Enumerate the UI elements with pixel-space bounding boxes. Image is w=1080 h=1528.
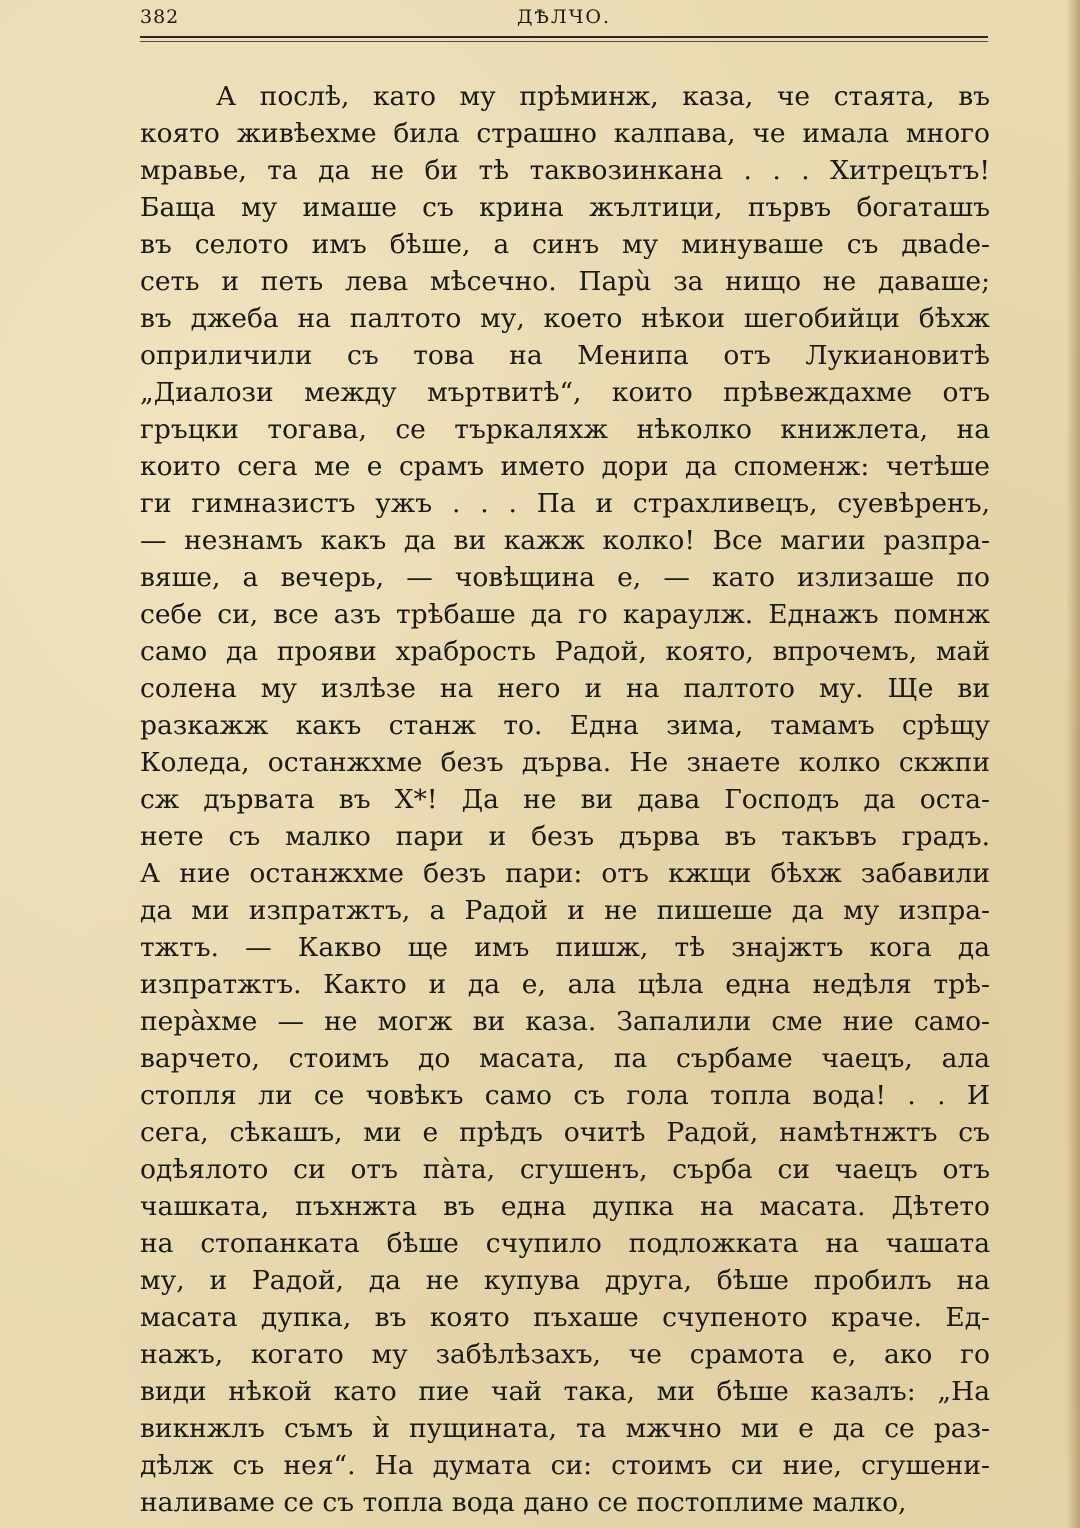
running-head	[140, 2, 988, 32]
body-text	[140, 78, 990, 1521]
text-line: масата дупка, въ която пъхаше счупеното краче. Ед-	[140, 1302, 990, 1333]
text-line: А послѣ, като му прѣминж, каза, че стаята, въ	[216, 81, 990, 112]
text-line: Баща му имаше съ крина жълтици, първъ богаташъ	[140, 192, 990, 223]
text-line: която живѣехме била страшно калпава, че имала много	[140, 118, 990, 149]
text-line: изпратжтъ. Както и да е, ала цѣла една недѣля трѣ-	[140, 969, 990, 1000]
text-line: въ селото имъ бѣше, а синъ му минуваше съ двade-	[140, 229, 990, 260]
text-line: които сега ме е срамъ името дори да споменж: четѣше	[140, 451, 990, 482]
text-line: А ние останжхме безъ пари: отъ кжщи бѣхж забавили	[140, 858, 990, 889]
text-line: на стопанката бѣше счупило подложката на чашата	[140, 1228, 990, 1259]
header-rule-thin	[140, 41, 988, 42]
text-line: сж дървата въ Х*! Да не ви дава Господъ да оста-	[140, 784, 990, 815]
header-rule	[140, 36, 988, 38]
text-line: оприличили съ това на Менипа отъ Лукиановитѣ	[140, 340, 990, 371]
journal-title: ДѢЛЧО.	[516, 6, 612, 28]
text-line: солена му излѣзе на него и на палтото му. Ще ви	[140, 673, 990, 704]
text-line: сеть и петь лева мѣсечно. Парù за нищо не даваше;	[140, 266, 990, 297]
text-line: да ми изпратжтъ, а Радой и не пишеше да му изпра-	[140, 895, 990, 926]
text-line: стопля ли се човѣкъ само съ гола топла вода! . . И	[140, 1080, 990, 1111]
page-number: 382	[140, 6, 180, 28]
text-line: нажъ, когато му забѣлѣзахъ, че срамота е, ако го	[140, 1339, 990, 1370]
text-line: разкажж какъ станж то. Една зима, тамамъ срѣщу	[140, 710, 990, 741]
text-line: викнжлъ съмъ ѝ пущината, та мжчно ми е да се раз-	[140, 1413, 990, 1444]
page-edge-shadow	[1066, 0, 1080, 1528]
text-line: нете съ малко пари и безъ дърва въ такъвъ градъ.	[140, 821, 990, 852]
text-line: въ джеба на палтото му, което нѣкои шегобийци бѣхж	[140, 303, 990, 334]
text-line: гръцки тогава, се търкаляхж нѣколко книжлета, на	[140, 414, 990, 445]
text-line: себе си, все азъ трѣбаше да го караулж. Еднажъ помнж	[140, 599, 990, 630]
text-line: сега, сѣкашъ, ми е прѣдъ очитѣ Радой, намѣтнжтъ съ	[140, 1117, 990, 1148]
text-line: Коледа, останжхме безъ дърва. Не знаете колко скжпи	[140, 747, 990, 778]
text-line: само да прояви храбрость Радой, която, впрочемъ, май	[140, 636, 990, 667]
text-line: вяше, а вечерь, — човѣщина е, — като излизаше по	[140, 562, 990, 593]
text-line: ги гимназистъ ужъ . . . Па и страхливецъ, суевѣренъ,	[140, 488, 990, 519]
text-line: одѣялото си отъ пàта, сгушенъ, сърба си чаецъ отъ	[140, 1154, 990, 1185]
text-line: — незнамъ какъ да ви кажж колко! Все магии разпра-	[140, 525, 990, 556]
text-line: му, и Радой, да не купува друга, бѣше пробилъ на	[140, 1265, 990, 1296]
text-line: дѣлж съ нея“. На думата си: стоимъ си ние, сгушени-	[140, 1450, 990, 1481]
text-line: чашката, пъхнжта въ една дупка на масата. Дѣтето	[140, 1191, 990, 1222]
text-line: мравье, та да не би тѣ таквозинкана . . . Хитрецътъ!	[140, 155, 990, 186]
text-line: тжтъ. — Какво ще имъ пишж, тѣ знаjжтъ кога да	[140, 932, 990, 963]
text-line: перàхме — не могж ви каза. Запалили сме ние само-	[140, 1006, 990, 1037]
text-line: наливаме се съ топла вода дано се постоплиме малко,	[140, 1487, 907, 1518]
text-line: варчето, стоимъ до масата, па сърбаме чаецъ, ала	[140, 1043, 990, 1074]
text-line: „Диалози между мъртвитѣ“, които прѣвеждахме отъ	[140, 377, 990, 408]
text-line: види нѣкой като пие чай така, ми бѣше казалъ: „На	[140, 1376, 990, 1407]
